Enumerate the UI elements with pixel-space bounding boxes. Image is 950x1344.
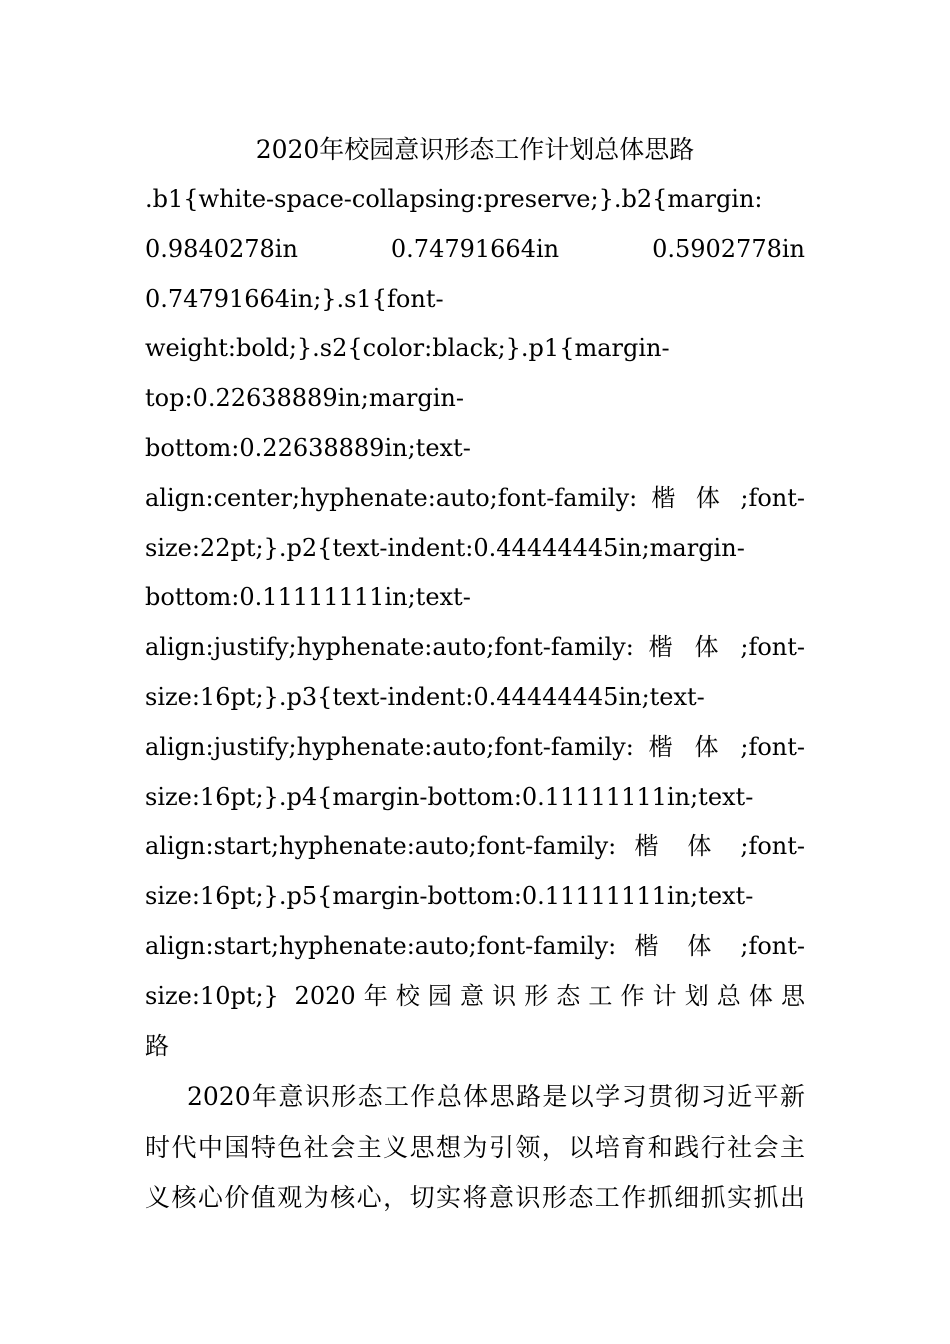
css-line: .b1{white-space-collapsing:preserve;}.b2{margin:: [145, 185, 763, 213]
raw-css-text-block: [145, 175, 805, 1071]
css-line: size:10pt;} 2020年校园意识形态工作计划总体思: [145, 981, 805, 1010]
css-line: align:justify;hyphenate:auto;font-family: 楷 体 ;font-: [145, 732, 805, 761]
css-line: size:22pt;}.p2{text-indent:0.44444445in;margin-: [145, 533, 745, 562]
css-line: 路: [145, 1031, 169, 1060]
css-line: bottom:0.22638889in;text-: [145, 433, 471, 462]
css-line: align:justify;hyphenate:auto;font-family: 楷 体 ;font-: [145, 633, 805, 662]
body-paragraph: [145, 1072, 805, 1224]
css-line: align:center;hyphenate:auto;font-family: 楷 体 ;font-: [145, 483, 805, 512]
css-line: 0.9840278in 0.74791664in 0.5902778in: [145, 234, 805, 263]
css-line: top:0.22638889in;margin-: [145, 384, 464, 413]
css-line: size:16pt;}.p4{margin-bottom:0.11111111in;text-: [145, 782, 754, 811]
document-title: 2020年校园意识形态工作计划总体思路: [255, 135, 695, 164]
body-line: 时代中国特色社会主义思想为引领，以培育和践行社会主: [145, 1132, 805, 1162]
css-line: align:start;hyphenate:auto;font-family: 楷 体 ;font-: [145, 931, 805, 960]
css-line: size:16pt;}.p3{text-indent:0.44444445in;text-: [145, 682, 705, 711]
css-line: align:start;hyphenate:auto;font-family: 楷 体 ;font-: [145, 832, 805, 861]
css-line: size:16pt;}.p5{margin-bottom:0.11111111in;text-: [145, 882, 754, 911]
css-line: bottom:0.11111111in;text-: [145, 583, 471, 612]
css-line: 0.74791664in;}.s1{font-: [145, 284, 444, 313]
body-line: 义核心价值观为核心，切实将意识形态工作抓细抓实抓出: [145, 1183, 805, 1212]
css-line: weight:bold;}.s2{color:black;}.p1{margin-: [145, 334, 670, 363]
body-line: 2020年意识形态工作总体思路是以学习贯彻习近平新: [187, 1082, 805, 1111]
